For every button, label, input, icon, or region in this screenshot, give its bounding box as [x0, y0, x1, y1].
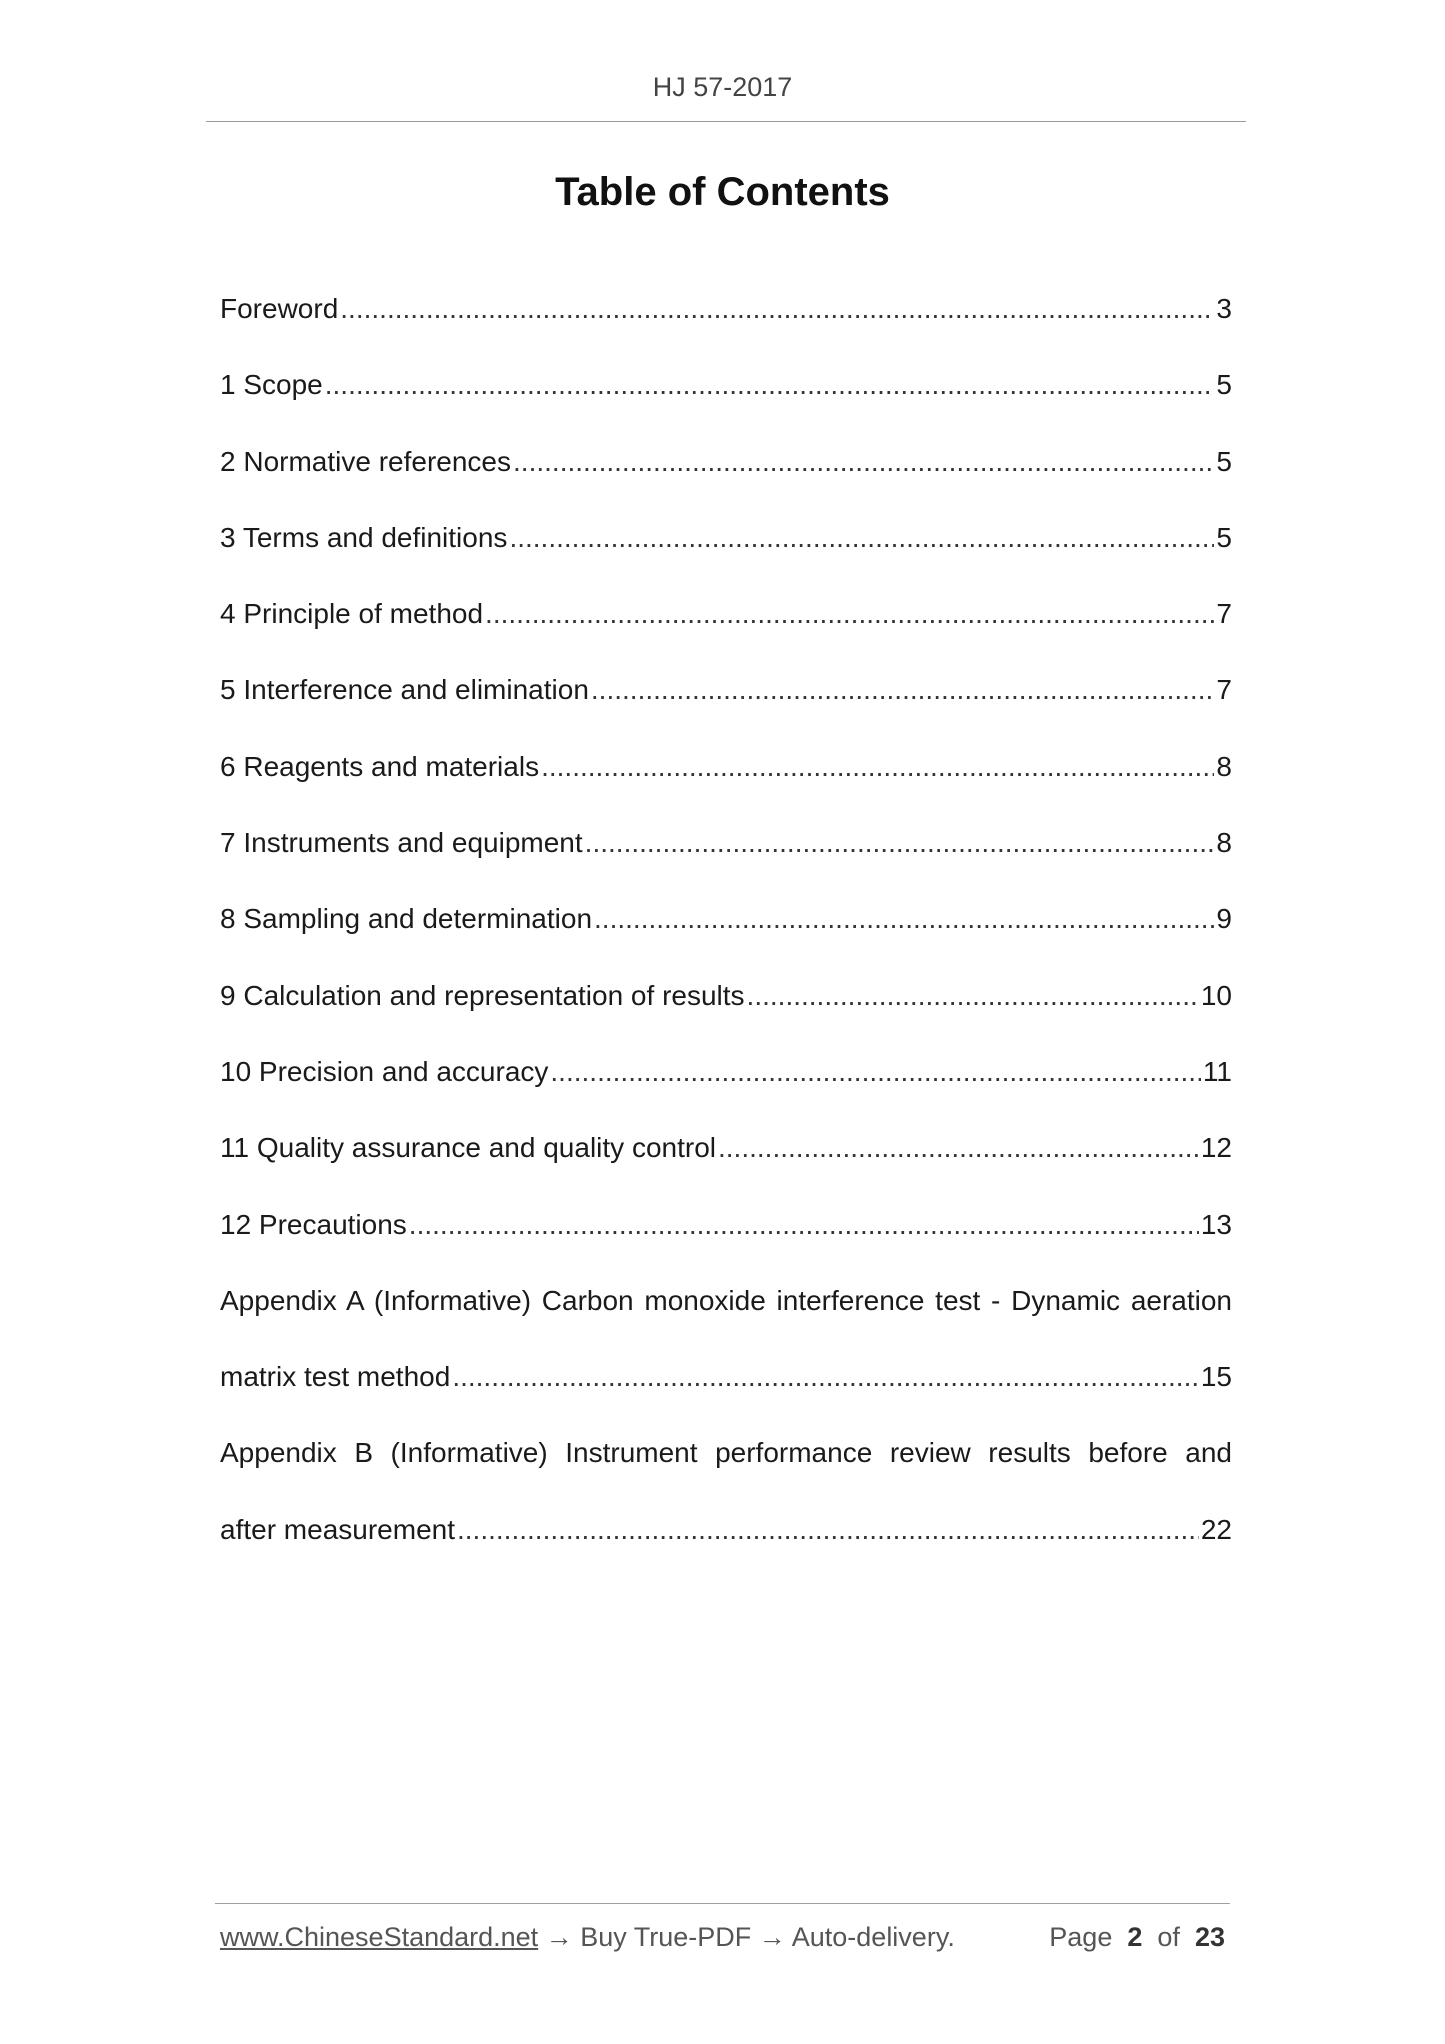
page-of-label: of [1157, 1922, 1180, 1952]
toc-entry-instruments-equipment[interactable] [220, 817, 1232, 893]
toc-entry-page: 22 [1200, 1513, 1232, 1545]
toc-entry-label: 8 Sampling and determination [220, 903, 593, 935]
website-link[interactable]: www.ChineseStandard.net [220, 1922, 539, 1952]
toc-entry-label: Appendix A (Informative) Carbon monoxide interference test - Dynamic aeration [220, 1284, 1232, 1316]
toc-leader-dots [340, 283, 1214, 335]
toc-entry-principle-of-method[interactable] [220, 588, 1232, 664]
toc-entry-label: 1 Scope [220, 369, 323, 401]
toc-leader-dots [718, 1122, 1199, 1174]
toc-entry-label: 5 Interference and elimination [220, 674, 589, 706]
toc-entry-page: 8 [1216, 750, 1232, 782]
toc-entry-label: 3 Terms and definitions [220, 521, 508, 553]
table-of-contents [220, 283, 1232, 1580]
toc-entry-label: 7 Instruments and equipment [220, 827, 583, 859]
toc-entry-interference-elimination[interactable] [220, 664, 1232, 740]
toc-leader-dots [594, 893, 1214, 945]
toc-entry-foreword[interactable] [220, 283, 1232, 359]
toc-leader-dots [585, 817, 1215, 869]
toc-entry-terms-definitions[interactable] [220, 512, 1232, 588]
toc-entry-scope[interactable] [220, 359, 1232, 435]
toc-entry-page: 5 [1216, 369, 1232, 401]
toc-entry-appendix-a-continued[interactable] [220, 1351, 1232, 1427]
toc-entry-page: 11 [1202, 1055, 1232, 1087]
toc-entry-page: 7 [1216, 674, 1232, 706]
toc-entry-quality-assurance[interactable] [220, 1122, 1232, 1198]
toc-leader-dots [747, 970, 1199, 1022]
toc-entry-page: 8 [1216, 827, 1232, 859]
toc-entry-label: matrix test method [220, 1361, 451, 1393]
toc-entry-label: 9 Calculation and representation of results [220, 979, 745, 1011]
toc-entry-calculation-results[interactable] [220, 970, 1232, 1046]
toc-entry-page: 7 [1216, 598, 1232, 630]
toc-leader-dots [550, 1046, 1201, 1098]
footer-promo-text: → Buy True-PDF → Auto-delivery. [538, 1922, 955, 1952]
toc-entry-page: 5 [1216, 521, 1232, 553]
toc-entry-label: Foreword [220, 293, 339, 324]
toc-leader-dots [457, 1504, 1199, 1556]
toc-entry-reagents-materials[interactable] [220, 741, 1232, 817]
toc-entry-page: 12 [1200, 1132, 1232, 1164]
toc-leader-dots [509, 512, 1214, 564]
page-current: 2 [1127, 1922, 1143, 1952]
toc-entry-precision-accuracy[interactable] [220, 1046, 1232, 1122]
page-total: 23 [1194, 1922, 1225, 1952]
toc-entry-appendix-b-continued[interactable] [220, 1504, 1232, 1580]
toc-leader-dots [409, 1199, 1199, 1251]
toc-entry-label: 4 Principle of method [220, 598, 484, 630]
toc-entry-appendix-a[interactable] [220, 1275, 1232, 1351]
toc-entry-label: 10 Precision and accuracy [220, 1055, 549, 1087]
page-footer [220, 1922, 1225, 1953]
footer-divider [215, 1903, 1230, 1904]
toc-leader-dots [485, 588, 1214, 640]
toc-entry-page: 10 [1200, 979, 1232, 1011]
toc-entry-page: 3 [1216, 293, 1232, 324]
toc-leader-dots [591, 664, 1215, 716]
page-title: Table of Contents [555, 170, 890, 214]
header-divider [206, 121, 1246, 122]
toc-entry-label: 12 Precautions [220, 1208, 407, 1240]
page-label: Page [1049, 1922, 1113, 1952]
toc-entry-label: 6 Reagents and materials [220, 750, 540, 782]
toc-leader-dots [541, 741, 1214, 793]
toc-leader-dots [452, 1351, 1199, 1403]
toc-entry-page: 15 [1200, 1361, 1232, 1393]
toc-entry-label: Appendix B (Informative) Instrument performance review results before and [220, 1437, 1232, 1469]
page-indicator [1049, 1922, 1225, 1953]
toc-entry-label: 11 Quality assurance and quality control [220, 1132, 716, 1164]
toc-leader-dots [325, 359, 1215, 411]
document-code-header: HJ 57-2017 [652, 72, 793, 102]
toc-entry-normative-references[interactable] [220, 436, 1232, 512]
toc-entry-sampling-determination[interactable] [220, 893, 1232, 969]
toc-entry-label: after measurement [220, 1513, 455, 1545]
toc-entry-appendix-b[interactable] [220, 1427, 1232, 1503]
toc-leader-dots [513, 436, 1214, 488]
toc-entry-page: 13 [1200, 1208, 1232, 1240]
toc-entry-page: 9 [1216, 903, 1232, 935]
footer-promo [220, 1922, 955, 1953]
toc-entry-page: 5 [1216, 445, 1232, 477]
toc-entry-label: 2 Normative references [220, 445, 512, 477]
toc-entry-precautions[interactable] [220, 1199, 1232, 1275]
